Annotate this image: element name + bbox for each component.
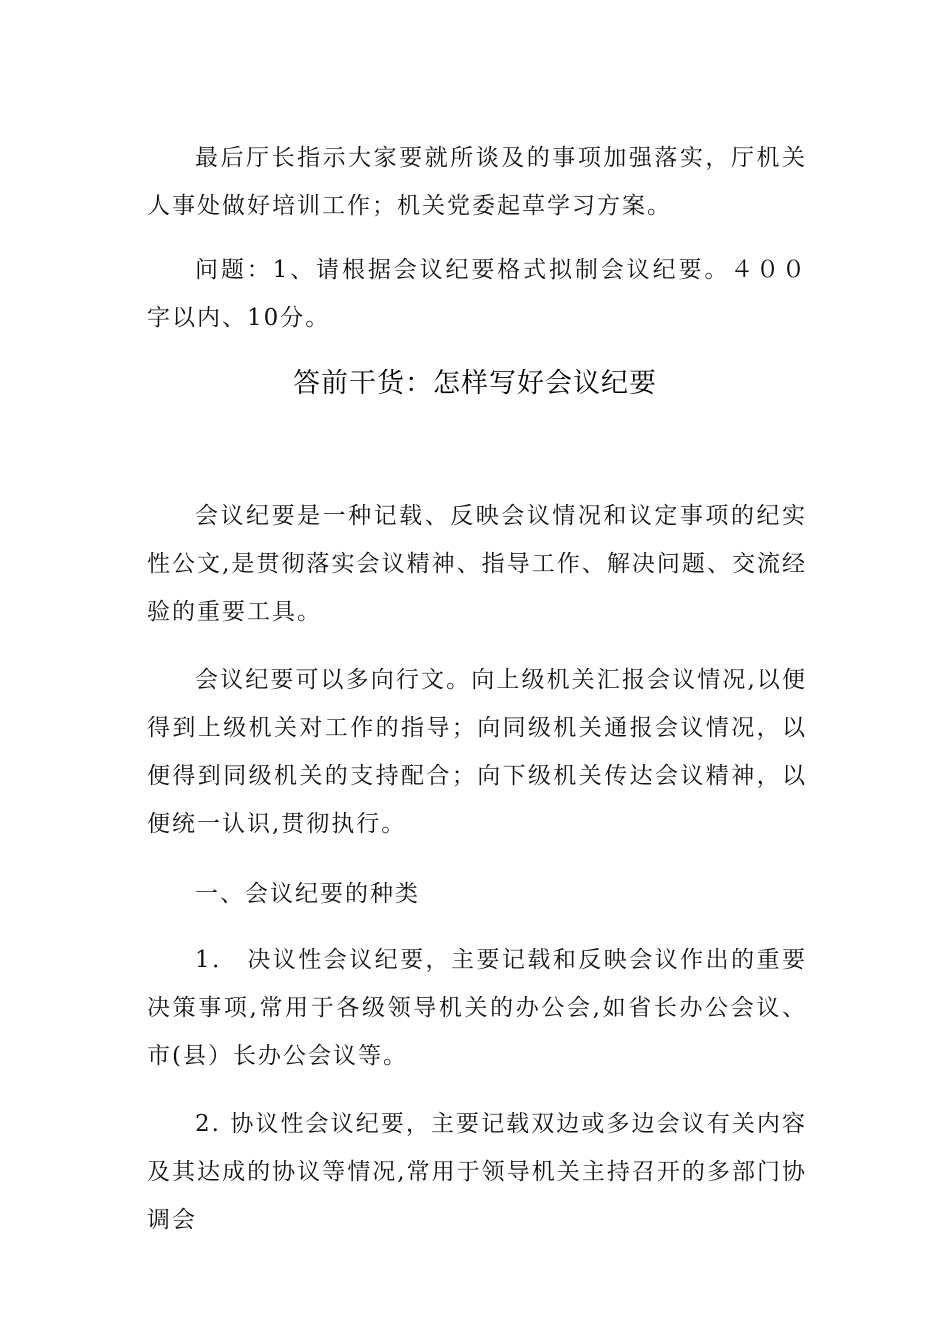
paragraph-director-instructions: 最后厅长指示大家要就所谈及的事项加强落实，厅机关人事处做好培训工作；机关党委起草学习方案。 bbox=[147, 145, 807, 219]
section-title: 答前干货：怎样写好会议纪要 bbox=[293, 368, 657, 399]
paragraph-definition: 会议纪要是一种记载、反映会议情况和议定事项的纪实性公文,是贯彻落实会议精神、指导工作、解决问题、交流经验的重要工具。 bbox=[147, 503, 807, 625]
heading-types: 一、会议纪要的种类 bbox=[195, 881, 420, 907]
paragraph-type-2: 2. 协议性会议纪要，主要记载双边或多边会议有关内容及其达成的协议等情况,常用于领导机关主持召开的多部门协调会 bbox=[147, 1111, 807, 1233]
paragraph-question: 问题：1、请根据会议纪要格式拟制会议纪要。４００字以内、10分。 bbox=[147, 257, 807, 331]
paragraph-multi-direction: 会议纪要可以多向行文。向上级机关汇报会议情况,以便得到上级机关对工作的指导；向同级机关通报会议情况，以便得到同级机关的支持配合；向下级机关传达会议精神，以便统一认识,贯彻执行。 bbox=[147, 667, 807, 837]
paragraph-type-1: 1． 决议性会议纪要，主要记载和反映会议作出的重要决策事项,常用于各级领导机关的办公会,如省长办公会议、市(县）长办公会议等。 bbox=[147, 947, 807, 1069]
